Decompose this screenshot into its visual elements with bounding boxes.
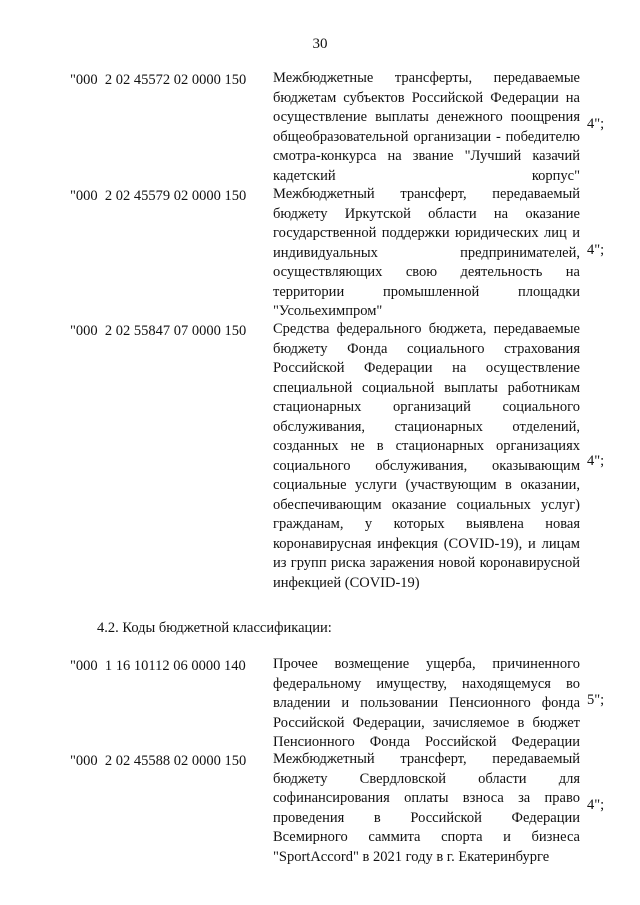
- section-reference: 4";: [587, 242, 605, 258]
- budget-code-description: Межбюджетный трансферт, передаваемый бюджету Иркутской области на оказание государственной поддержки юридических лиц и индивидуальных предпринимателей, осуществляющих свою деятельность на территории промышленной площадки "Усольехимпром": [273, 186, 580, 319]
- budget-code: "000 2 02 45588 02 0000 150: [70, 753, 247, 769]
- section-reference: 4";: [587, 453, 605, 469]
- section-reference: 4";: [587, 116, 605, 132]
- budget-code-description: Прочее возмещение ущерба, причиненного федеральному имуществу, находящемуся во владении и пользовании Пенсионного фонда Российской Федерации, зачисляемое в бюджет Пенсионного Фонда Российской Федерации: [273, 656, 580, 750]
- budget-code-description: Средства федерального бюджета, передаваемые бюджету Фонда социального страхования Российской Федерации на осуществление специальной социальной выплаты работникам стационарных организаций социального обслуживания, стационарных отделений, созданных не в стационарных организациях социального обслуживания, оказывающим социальные услуги (участвующим в оказании, обеспечивающим оказание социальных услуг) гражданам, у которых выявлена новая коронавирусная инфекция (COVID-19), и лицам из групп риска заражения новой коронавирусной инфекцией (COVID-19): [273, 321, 580, 591]
- budget-code: "000 2 02 55847 07 0000 150: [70, 323, 247, 339]
- budget-code: "000 2 02 45579 02 0000 150: [70, 188, 247, 204]
- page-number: 30: [312, 36, 328, 52]
- budget-code: "000 1 16 10112 06 0000 140: [70, 658, 246, 674]
- section-heading: 4.2. Коды бюджетной классификации:: [97, 620, 332, 636]
- budget-code: "000 2 02 45572 02 0000 150: [70, 72, 247, 88]
- budget-code-description: Межбюджетный трансферт, передаваемый бюджету Свердловской области для софинансирования оплаты взноса за право проведения в Российской Федерации Всемирного саммита спорта и бизнеса "SportAccord" в 2021 году в г. Екатеринбурге: [273, 751, 580, 865]
- budget-code-description: Межбюджетные трансферты, передаваемые бюджетам субъектов Российской Федерации на осуществление выплаты денежного поощрения общеобразовательной организации - победителю смотра-конкурса на звание "Лучший казачий кадетский корпус": [273, 70, 580, 184]
- section-reference: 5";: [587, 692, 605, 708]
- section-reference: 4";: [587, 797, 605, 813]
